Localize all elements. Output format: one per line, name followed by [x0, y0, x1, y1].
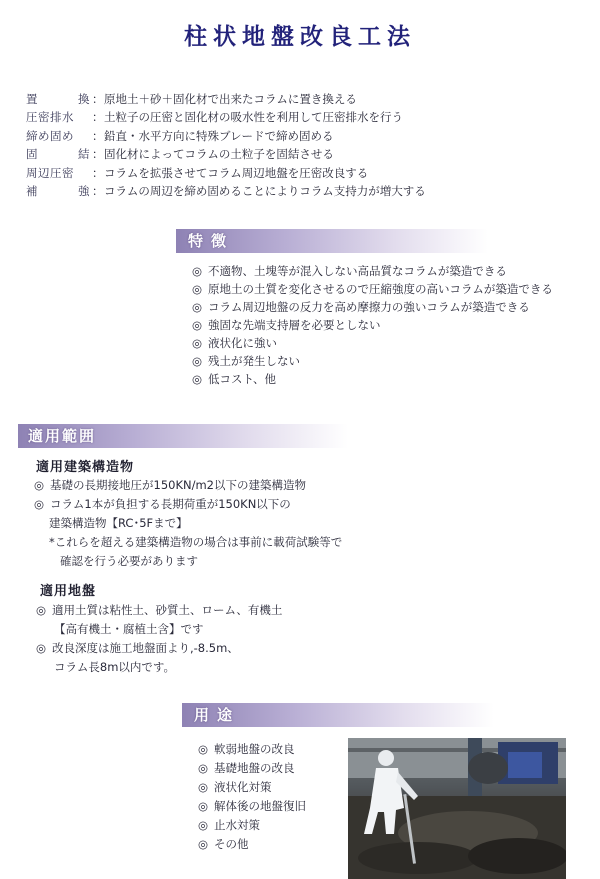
- list-item-continuation: 【高有機土・腐植土含】です: [54, 622, 204, 636]
- list-item: ◎ 基礎の長期接地圧が150KN/m2以下の建築構造物: [34, 478, 306, 492]
- list-item: ◎ コラム周辺地盤の反力を高め摩擦力の強いコラムが築造できる: [192, 300, 530, 314]
- note-line: 確認を行う必要があります: [60, 554, 198, 568]
- usage-heading: 用途: [194, 706, 241, 724]
- application-heading: 適用範囲: [28, 427, 97, 445]
- process-row: 周辺圧密 ： コラムを拡張させてコラム周辺地盤を圧密改良する: [26, 164, 426, 182]
- page-title: 柱状地盤改良工法: [184, 24, 416, 50]
- process-term: 補 強: [26, 184, 90, 199]
- process-list: [26, 90, 426, 200]
- list-item: ◎ 液状化に強い: [192, 336, 277, 350]
- list-item: ◎ コラム1本が負担する長期荷重が150KN以下の: [34, 497, 291, 511]
- ground-list: [36, 601, 282, 677]
- process-desc: 鉛直・水平方向に特殊ブレードで締め固める: [104, 128, 334, 143]
- building-subheading: 適用建築構造物: [36, 460, 135, 475]
- list-item: ◎ 残土が発生しない: [192, 354, 300, 368]
- list-item: ◎ その他: [198, 837, 249, 851]
- list-item: ◎ 改良深度は施工地盤面より,-8.5m、: [36, 641, 239, 655]
- list-item: ◎ 基礎地盤の改良: [198, 761, 295, 775]
- process-row: 固 結 ： 固化材によってコラムの土粒子を固結させる: [26, 145, 426, 163]
- ground-subheading: 適用地盤: [40, 584, 97, 599]
- usage-heading-band: [182, 703, 494, 727]
- worker-image: [348, 738, 566, 879]
- list-item-continuation: 建築構造物【RC･5Fまで】: [49, 516, 188, 530]
- list-item: ◎ 軟弱地盤の改良: [198, 742, 295, 756]
- building-list: [34, 476, 342, 571]
- process-term: 締め固め: [26, 128, 74, 143]
- process-row: 置 換 ： 原地土＋砂＋固化材で出来たコラムに置き換える: [26, 90, 426, 108]
- list-item-continuation: コラム長8m以内です。: [54, 660, 175, 674]
- list-item: ◎ 原地土の土質を変化させるので圧縮強度の高いコラムが築造できる: [192, 282, 553, 296]
- list-item: ◎ 不適物、土塊等が混入しない高品質なコラムが築造できる: [192, 264, 507, 278]
- process-desc: コラムの周辺を締め固めることによりコラム支持力が増大する: [104, 184, 426, 199]
- process-row: 締め固め ： 鉛直・水平方向に特殊ブレードで締め固める: [26, 127, 426, 145]
- process-row: 補 強 ： コラムの周辺を締め固めることによりコラム支持力が増大する: [26, 182, 426, 200]
- list-item: ◎ 適用土質は粘性土、砂質土、ローム、有機土: [36, 603, 283, 617]
- usage-list: [198, 740, 306, 854]
- process-term: 周辺圧密: [26, 165, 74, 180]
- features-heading: 特徴: [188, 232, 235, 250]
- process-desc: 土粒子の圧密と固化材の吸水性を利用して圧密排水を行う: [104, 110, 403, 125]
- features-list: [192, 262, 553, 388]
- list-item: ◎ 低コスト、他: [192, 372, 276, 386]
- process-desc: 固化材によってコラムの土粒子を固結させる: [104, 147, 334, 162]
- process-row: 圧密排水 ： 土粒子の圧密と固化材の吸水性を利用して圧密排水を行う: [26, 108, 426, 126]
- list-item: ◎ 強固な先端支持層を必要としない: [192, 318, 381, 332]
- process-desc: コラムを拡張させてコラム周辺地盤を圧密改良する: [104, 165, 369, 180]
- list-item: ◎ 液状化対策: [198, 780, 272, 794]
- note-line: *これらを超える建築構造物の場合は事前に載荷試験等で: [49, 535, 343, 549]
- construction-site-photo: [348, 738, 566, 879]
- process-term: 固 結: [26, 147, 90, 162]
- process-desc: 原地土＋砂＋固化材で出来たコラムに置き換える: [104, 92, 357, 106]
- features-heading-band: [176, 229, 488, 253]
- list-item: ◎ 止水対策: [198, 818, 260, 832]
- application-heading-band: [18, 424, 348, 448]
- process-term: 置 換: [26, 92, 90, 106]
- list-item: ◎ 解体後の地盤復旧: [198, 799, 306, 813]
- process-term: 圧密排水: [26, 110, 74, 125]
